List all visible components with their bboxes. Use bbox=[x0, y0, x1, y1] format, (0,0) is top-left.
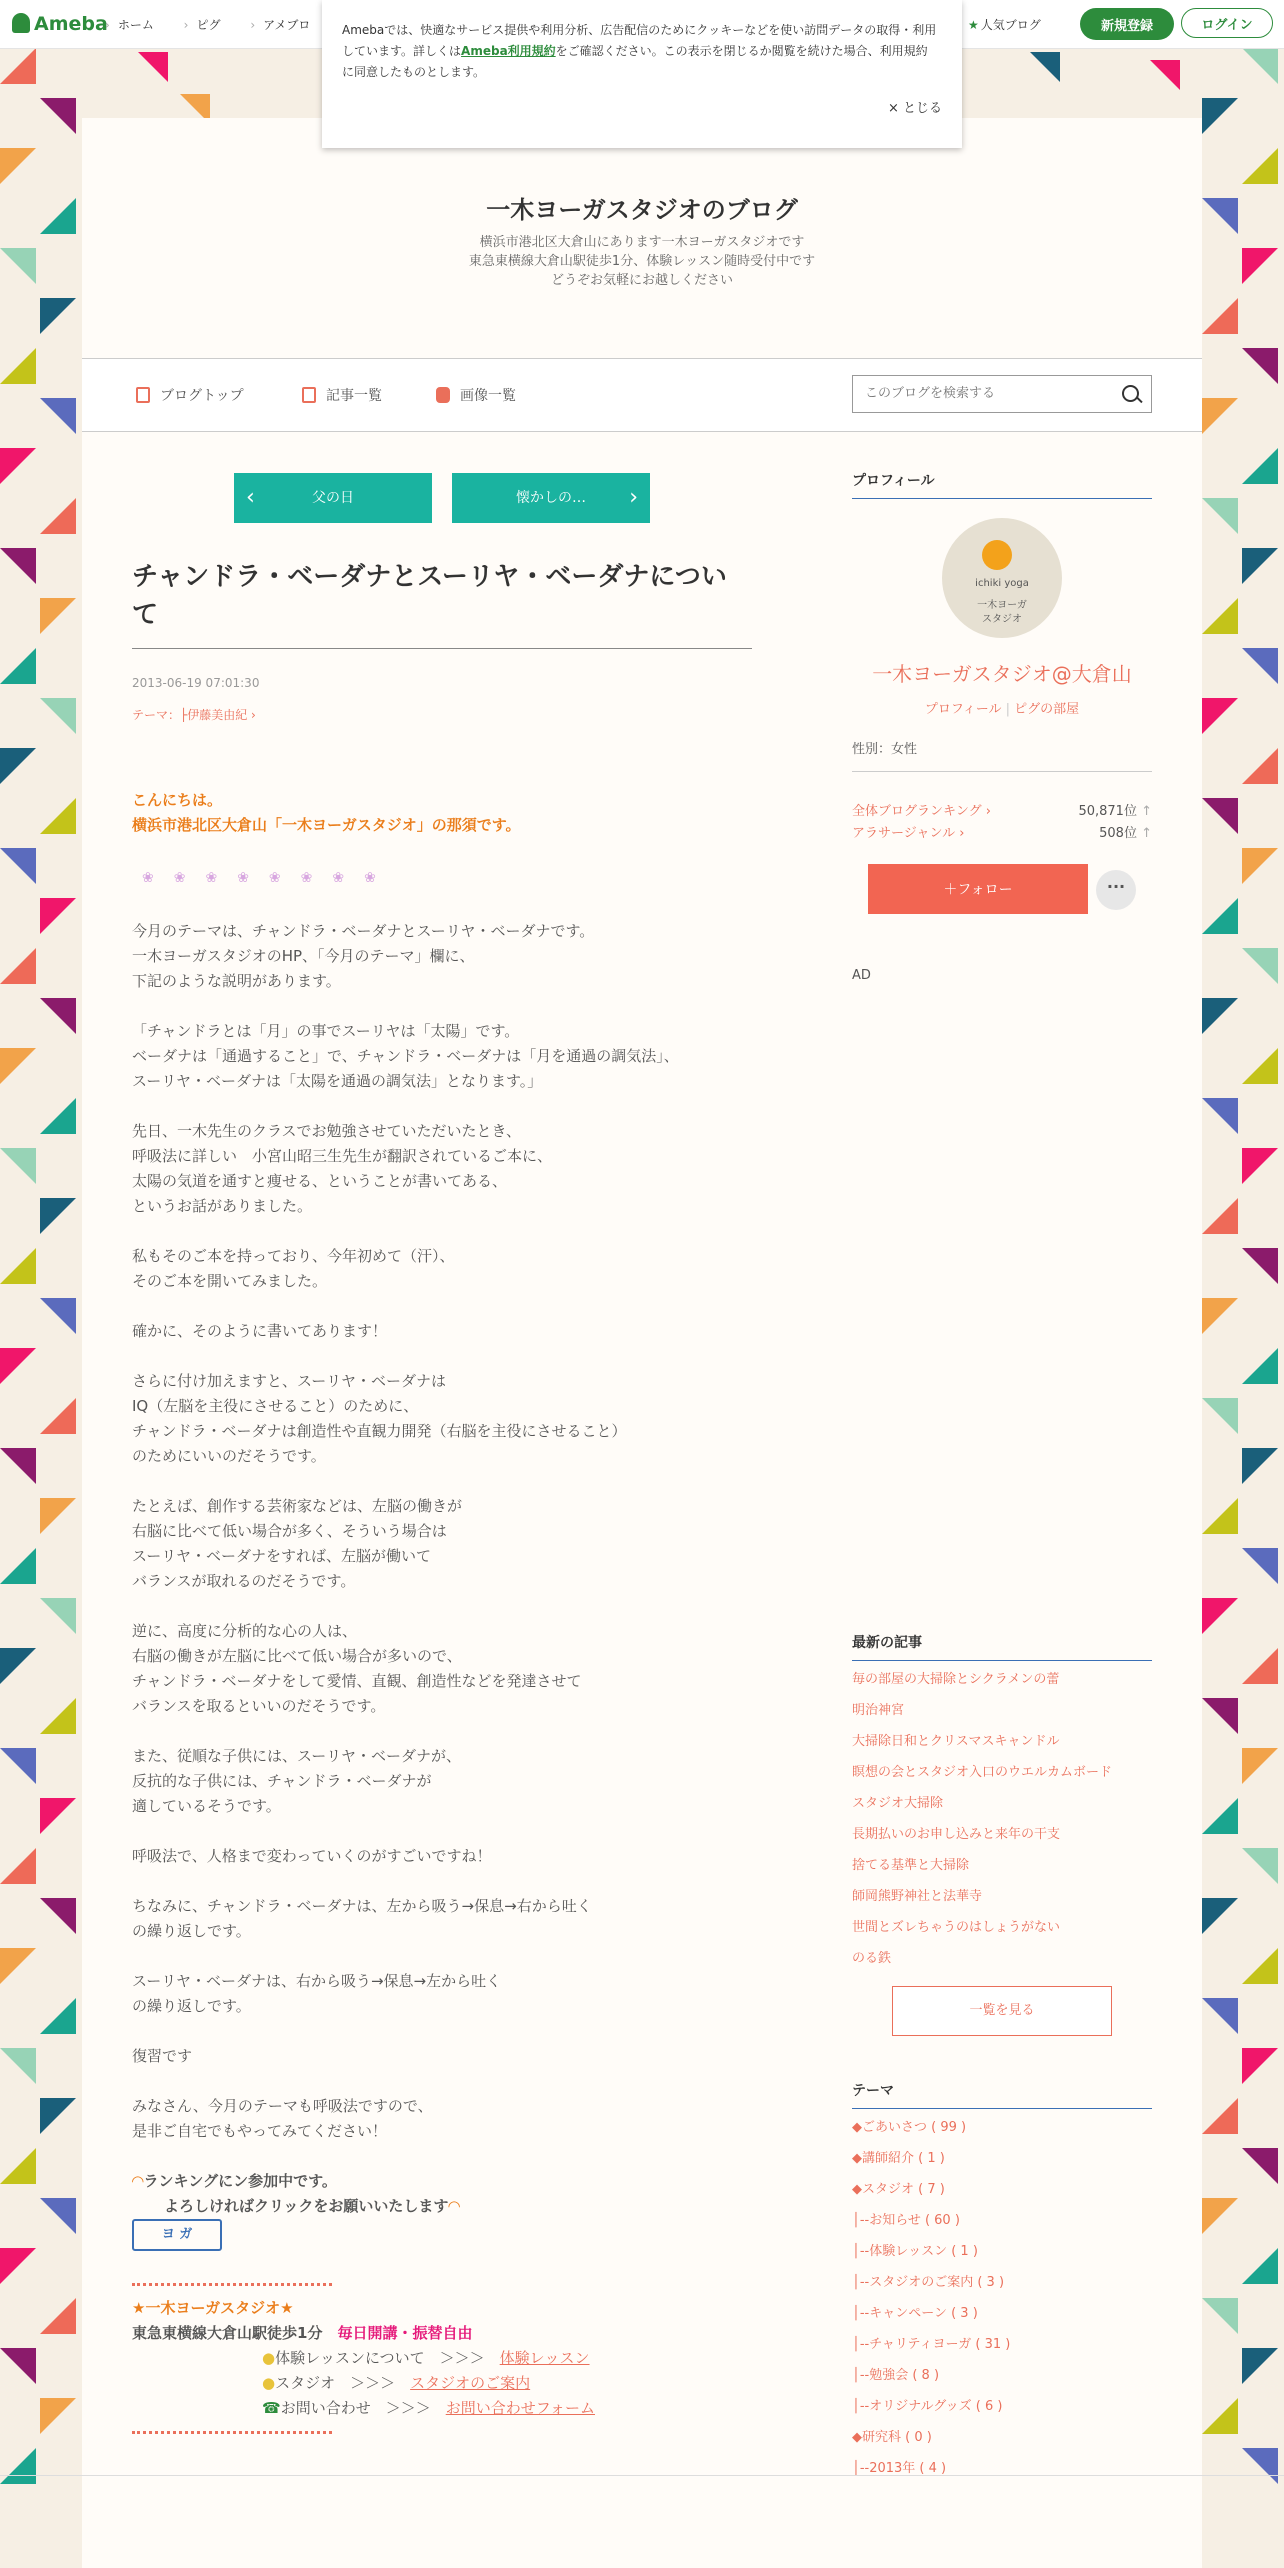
background-triangle bbox=[0, 448, 36, 484]
background-triangle bbox=[1202, 2198, 1238, 2234]
background-triangle bbox=[1202, 498, 1238, 534]
background-triangle bbox=[40, 98, 76, 134]
profile-links: プロフィール | ピグの部屋 bbox=[924, 702, 1080, 717]
background-triangle bbox=[40, 1498, 76, 1534]
theme-link[interactable]: │--チャリティヨーガ ( 31 ) bbox=[852, 2337, 1011, 2352]
background-triangle bbox=[0, 48, 36, 84]
profile-link[interactable]: プロフィール bbox=[924, 702, 1002, 717]
follow-button[interactable]: ＋フォロー bbox=[868, 864, 1088, 914]
rainbow-icon: ◠ bbox=[132, 2172, 144, 2190]
blog-header bbox=[82, 118, 1202, 358]
background-triangle bbox=[40, 898, 76, 934]
theme-link[interactable]: ◆研究科 ( 0 ) bbox=[852, 2430, 932, 2445]
background-triangle bbox=[40, 2198, 76, 2234]
article-paragraph: たとえば、創作する芸術家などは、左脳の働きが 右脳に比べて低い場合が多く、そういう場合は スーリヤ・ベーダナをすれば、左脳が働いて バランスが取れるのだそうです。 bbox=[132, 1497, 463, 1590]
sun-image bbox=[982, 540, 1012, 570]
blog-description: 横浜市港北区大倉山にあります一木ヨーガスタジオです 東急東横線大倉山駅徒歩1分、体験レッスン随時受付中です どうぞお気軽にお越しください bbox=[468, 235, 816, 288]
article-paragraph: 呼吸法で、人格まで変わっていくのがすごいですね！ bbox=[132, 1847, 492, 1865]
contact-form-link[interactable]: お問い合わせフォーム bbox=[445, 2399, 595, 2417]
article-paragraph: 今月のテーマは、チャンドラ・ベーダナとスーリヤ・ベーダナです。 一木ヨーガスタジオのHP、「今月のテーマ」欄に、 下記のような説明があります。 bbox=[132, 922, 595, 990]
background-triangle bbox=[0, 1248, 36, 1284]
theme-link[interactable]: │--お知らせ ( 60 ) bbox=[852, 2213, 960, 2228]
recent-entry-link[interactable]: 世間とズレちゃうのはしょうがない bbox=[852, 1920, 1061, 1935]
article-body bbox=[132, 788, 792, 2444]
recent-entry-link[interactable]: 師岡熊野神社と法華寺 bbox=[852, 1889, 983, 1904]
background-triangle bbox=[40, 198, 76, 234]
chevron-left-icon: ‹ bbox=[246, 485, 255, 510]
nav-image-list[interactable]: 画像一覧 bbox=[436, 385, 516, 405]
background-triangle bbox=[1202, 1198, 1238, 1234]
search-input[interactable] bbox=[863, 385, 1107, 402]
theme-link[interactable]: │--勉強会 ( 8 ) bbox=[852, 2368, 940, 2383]
background-triangle bbox=[1242, 2348, 1278, 2384]
recent-entry-link[interactable]: 明治神宮 bbox=[852, 1703, 905, 1718]
background-triangle bbox=[1202, 598, 1238, 634]
cookie-text: Amebaでは、快適なサービス提供や利用分析、広告配信のためにクッキーなどを使い訪問データの取得・利用しています。詳しくはAmeba利用規約をご確認ください。この表示を閉じるか閲覧を続けた場合、利用規約に同意したものとします。 bbox=[342, 23, 937, 79]
background-triangle bbox=[0, 648, 36, 684]
genre-ranking-link[interactable]: アラサージャンル › bbox=[852, 826, 965, 841]
arrow-up-icon: ↑ bbox=[1141, 804, 1152, 819]
camera-icon bbox=[436, 387, 450, 403]
background-triangle bbox=[1242, 1748, 1278, 1784]
article-paragraph: また、従順な子供には、スーリヤ・ベーダナが、 反抗的な子供には、チャンドラ・ベーダナが 適しているそうです。 bbox=[132, 1747, 461, 1815]
background-triangle bbox=[1242, 348, 1278, 384]
recent-entry-link[interactable]: 瞑想の会とスタジオ入口のウエルカムボード bbox=[852, 1765, 1113, 1780]
background-triangle bbox=[40, 1098, 76, 1134]
background-triangle bbox=[1242, 1148, 1278, 1184]
divider bbox=[132, 2283, 332, 2286]
blog-nav bbox=[82, 358, 1202, 432]
chevron-right-icon: › bbox=[629, 485, 638, 510]
genre-ranking: アラサージャンル › 508位 ↑ bbox=[852, 826, 1152, 841]
background-triangle bbox=[1242, 1848, 1278, 1884]
arrow-up-icon: ↑ bbox=[1141, 826, 1152, 841]
background-triangle bbox=[40, 2398, 76, 2434]
background-triangle bbox=[0, 248, 36, 284]
article-paragraph: 復習です bbox=[132, 2047, 193, 2065]
pigg-room-link[interactable]: ピグの部屋 bbox=[1014, 702, 1080, 717]
flower-decoration: ❀❀❀❀❀❀❀❀ bbox=[142, 870, 396, 886]
article-title[interactable]: チャンドラ・ベーダナとスーリヤ・ベーダナについて bbox=[132, 558, 752, 649]
star-icon: ★ bbox=[280, 2299, 294, 2317]
background-triangle bbox=[0, 1348, 36, 1384]
article-paragraph: ちなみに、チャンドラ・ベーダナは、左から吸う→保息→右から吐く の繰り返しです。 bbox=[132, 1897, 592, 1940]
background-triangle bbox=[0, 1948, 36, 1984]
background-triangle bbox=[40, 1798, 76, 1834]
background-triangle bbox=[0, 348, 36, 384]
rainbow-icon: ◠ bbox=[448, 2197, 460, 2215]
background-triangle bbox=[40, 2098, 76, 2134]
background-triangle bbox=[40, 998, 76, 1034]
star-icon: ★ bbox=[968, 18, 979, 32]
background-triangle bbox=[1202, 298, 1238, 334]
recent-entries-list bbox=[852, 1664, 1152, 1974]
background-triangle bbox=[1242, 148, 1278, 184]
profile-sex: 性別：女性 bbox=[852, 738, 1152, 772]
document-icon bbox=[136, 387, 150, 403]
background-triangle bbox=[1242, 1548, 1278, 1584]
background-triangle bbox=[1242, 448, 1278, 484]
avatar[interactable]: ichiki yoga 一木ヨーガ スタジオ bbox=[942, 518, 1062, 638]
ranking-note: ◠ランキングにン参加中です。 よろしければクリックをお願いいたします◠ bbox=[132, 2172, 460, 2215]
global-nav-pigg[interactable]: › ピグ bbox=[184, 18, 221, 32]
bulb-icon: ● bbox=[262, 2374, 276, 2392]
background-triangle bbox=[0, 1748, 36, 1784]
background-triangle bbox=[1242, 1448, 1278, 1484]
studio-guide-link[interactable]: スタジオのご案内 bbox=[410, 2374, 531, 2392]
background-triangle bbox=[1202, 1898, 1238, 1934]
article-paragraph: みなさん、今月のテーマも呼吸法ですので、 是非ご自宅でもやってみてください！ bbox=[132, 2097, 433, 2140]
background-triangle bbox=[0, 1048, 36, 1084]
studio-info: ★一木ヨーガスタジオ★ 東急東横線大倉山駅徒歩1分 毎日開講・振替自由 ●体験レッスンについて ＞＞＞ 体験レッスン ●スタジオ ＞＞＞ スタジオのご案内 ☎お問い合わせ ＞＞＞ お問い合わせフォーム bbox=[132, 2283, 792, 2434]
theme-link[interactable]: │--オリジナルグッズ ( 6 ) bbox=[852, 2399, 1003, 2414]
background-triangle bbox=[0, 2048, 36, 2084]
theme-link[interactable]: ◆スタジオ ( 7 ) bbox=[852, 2182, 945, 2197]
background-triangle bbox=[1202, 998, 1238, 1034]
terms-link[interactable]: Ameba利用規約 bbox=[461, 44, 556, 58]
recent-entry-link[interactable]: 長期払いのお申し込みと来年の干支 bbox=[852, 1827, 1061, 1842]
background-triangle bbox=[1202, 1498, 1238, 1534]
background-triangle bbox=[0, 848, 36, 884]
background-triangle bbox=[1242, 48, 1278, 84]
background-triangle bbox=[1202, 1298, 1238, 1334]
theme-link[interactable]: │--2013年 ( 4 ) bbox=[852, 2461, 947, 2476]
background-triangle bbox=[40, 698, 76, 734]
theme-list bbox=[852, 2112, 1152, 2484]
background-triangle bbox=[0, 1448, 36, 1484]
article-paragraph: 私もそのご本を持っており、今年初めて（汗）、 そのご本を開いてみました。 bbox=[132, 1247, 455, 1290]
article-paragraph: 「チャンドラとは「月」の事でスーリヤは「太陽」です。 ベーダナは「通過すること」で、チャンドラ・ベーダナは「月を通過の調気法」、 スーリヤ・ベーダナは「太陽を通過の調気法」となります。」 bbox=[132, 1022, 679, 1090]
recent-entry-link[interactable]: 捨てる基準と大掃除 bbox=[852, 1858, 970, 1873]
profile-name[interactable]: 一木ヨーガスタジオ@大倉山 bbox=[872, 662, 1132, 686]
background-triangle bbox=[1202, 1798, 1238, 1834]
ad-label: AD bbox=[852, 968, 871, 983]
background-triangle bbox=[1202, 1398, 1238, 1434]
background-triangle bbox=[1202, 98, 1238, 134]
background-triangle bbox=[40, 1998, 76, 2034]
background-triangle bbox=[40, 398, 76, 434]
see-all-button[interactable]: 一覧を見る bbox=[892, 1986, 1112, 2036]
background-triangle bbox=[0, 1548, 36, 1584]
prev-entry-button[interactable]: ‹ 父の日 bbox=[234, 473, 432, 523]
background-triangle bbox=[40, 2298, 76, 2334]
background-triangle bbox=[1202, 798, 1238, 834]
background-triangle bbox=[1202, 1098, 1238, 1134]
background-triangle bbox=[0, 948, 36, 984]
background-triangle bbox=[1242, 1648, 1278, 1684]
background-triangle bbox=[1202, 198, 1238, 234]
theme-link[interactable]: ◆講師紹介 ( 1 ) bbox=[852, 2151, 945, 2166]
recent-entry-link[interactable]: のる鉄 bbox=[852, 1951, 892, 1966]
recent-entries-heading: 最新の記事 bbox=[852, 1632, 1152, 1661]
background-triangle bbox=[1150, 60, 1180, 90]
global-nav-home[interactable]: › ホーム bbox=[105, 18, 154, 32]
background-triangle bbox=[40, 1698, 76, 1734]
recent-entry-link[interactable]: スタジオ大掃除 bbox=[852, 1796, 944, 1811]
background-triangle bbox=[40, 1398, 76, 1434]
background-triangle bbox=[1242, 548, 1278, 584]
background-triangle bbox=[0, 2348, 36, 2384]
article-date: 2013-06-19 07:01:30 bbox=[132, 676, 260, 690]
theme-link[interactable]: │--キャンペーン ( 3 ) bbox=[852, 2306, 978, 2321]
background-triangle bbox=[1242, 2148, 1278, 2184]
recent-entry-link[interactable]: 毎の部屋の大掃除とシクラメンの蕾 bbox=[852, 1672, 1060, 1687]
greeting: こんにちは。 横浜市港北区大倉山「一木ヨーガスタジオ」の那須です。 bbox=[132, 791, 521, 834]
overall-ranking-link[interactable]: 全体ブログランキング › bbox=[852, 804, 991, 819]
background-triangle bbox=[1202, 1598, 1238, 1634]
background-triangle bbox=[1242, 248, 1278, 284]
background-triangle bbox=[1242, 848, 1278, 884]
background-triangle bbox=[1242, 1048, 1278, 1084]
bulb-icon: ● bbox=[262, 2349, 276, 2367]
background-triangle bbox=[1242, 948, 1278, 984]
next-entry-button[interactable]: 懐かしの… › bbox=[452, 473, 650, 523]
background-triangle bbox=[1242, 2448, 1278, 2484]
article-paragraph: 先日、一木先生のクラスでお勉強させていただいたとき、 呼吸法に詳しい 小宮山昭三生先生が翻訳されているご本に、 太陽の気道を通すと痩せる、ということが書いてある、 というお話がありました。 bbox=[132, 1122, 553, 1215]
ameba-logo-icon bbox=[12, 13, 30, 33]
more-options-button[interactable]: ··· bbox=[1096, 870, 1136, 910]
article-paragraph: スーリヤ・ベーダナは、右から吸う→保息→左から吐く の繰り返しです。 bbox=[132, 1972, 502, 2015]
background-triangle bbox=[1202, 398, 1238, 434]
background-triangle bbox=[1202, 2098, 1238, 2134]
background-triangle bbox=[1202, 898, 1238, 934]
background-triangle bbox=[40, 1198, 76, 1234]
register-button[interactable]: 新規登録 bbox=[1080, 8, 1174, 40]
background-triangle bbox=[40, 298, 76, 334]
global-nav bbox=[105, 16, 336, 33]
article-paragraph: 逆に、高度に分析的な心の人は、 右脳の働きが左脳に比べて低い場合が多いので、 チャンドラ・ベーダナをして愛情、直観、創造性などを発達させて バランスを取るといいのだそうです。 bbox=[132, 1622, 582, 1715]
copy-icon bbox=[302, 387, 316, 403]
popular-blog-link[interactable]: ★ 人気ブログ bbox=[968, 18, 1041, 32]
trial-lesson-link[interactable]: 体験レッスン bbox=[499, 2349, 590, 2367]
background-triangle bbox=[1242, 2048, 1278, 2084]
blog-container bbox=[82, 118, 1202, 2568]
background-triangle bbox=[40, 598, 76, 634]
background-triangle bbox=[1030, 52, 1060, 82]
background-triangle bbox=[1202, 2398, 1238, 2434]
background-triangle bbox=[0, 148, 36, 184]
overall-ranking: 全体ブログランキング › 50,871位 ↑ bbox=[852, 804, 1152, 819]
theme-heading: テーマ bbox=[852, 2080, 1152, 2109]
article-paragraph: さらに付け加えますと、スーリヤ・ベーダナは IQ（左脳を主役にさせること）のために、 チャンドラ・ベーダナは創造性や直観力開発（右脳を主役にさせること） のためにいいのだそうです。 bbox=[132, 1372, 627, 1465]
background-triangle bbox=[0, 2148, 36, 2184]
recent-entry-link[interactable]: 大掃除日和とクリスマスキャンドル bbox=[852, 1734, 1060, 1749]
background-triangle bbox=[40, 1598, 76, 1634]
article-theme[interactable]: テーマ：├伊藤美由紀 › bbox=[132, 708, 256, 722]
background-triangle bbox=[1242, 2248, 1278, 2284]
footer-divider bbox=[0, 2475, 1284, 2476]
phone-icon: ☎ bbox=[262, 2399, 281, 2417]
background-triangle bbox=[1242, 748, 1278, 784]
theme-link[interactable]: │--体験レッスン ( 1 ) bbox=[852, 2244, 978, 2259]
background-triangle bbox=[0, 548, 36, 584]
theme-link[interactable]: ◆ごあいさつ ( 99 ) bbox=[852, 2120, 967, 2135]
cookie-close-button[interactable]: × とじる bbox=[887, 101, 942, 116]
background-triangle bbox=[138, 52, 168, 82]
theme-link[interactable]: │--スタジオのご案内 ( 3 ) bbox=[852, 2275, 1005, 2290]
blog-search bbox=[852, 375, 1152, 413]
background-triangle bbox=[40, 1298, 76, 1334]
search-icon[interactable] bbox=[1122, 385, 1139, 402]
background-triangle bbox=[1202, 2298, 1238, 2334]
blog-title[interactable]: 一木ヨーガスタジオのブログ bbox=[486, 196, 798, 224]
login-button[interactable]: ログイン bbox=[1181, 8, 1273, 38]
divider bbox=[132, 2431, 332, 2434]
background-triangle bbox=[40, 498, 76, 534]
article-paragraph: 確かに、そのように書いてあります！ bbox=[132, 1322, 388, 1340]
background-triangle bbox=[1242, 1248, 1278, 1284]
nav-entry-list[interactable]: 記事一覧 bbox=[302, 385, 382, 405]
global-nav-ameblo[interactable]: › アメブロ bbox=[250, 18, 310, 32]
background-triangle bbox=[1242, 1948, 1278, 1984]
nav-blog-top[interactable]: ブログトップ bbox=[136, 385, 244, 405]
background-triangle bbox=[1202, 698, 1238, 734]
profile-heading: プロフィール bbox=[852, 470, 1152, 499]
background-triangle bbox=[0, 748, 36, 784]
cookie-banner bbox=[322, 0, 962, 148]
background-triangle bbox=[0, 1648, 36, 1684]
background-triangle bbox=[1202, 1998, 1238, 2034]
background-triangle bbox=[0, 2448, 36, 2484]
background-triangle bbox=[40, 798, 76, 834]
background-triangle bbox=[1202, 1698, 1238, 1734]
background-triangle bbox=[0, 2248, 36, 2284]
background-triangle bbox=[1242, 1348, 1278, 1384]
background-triangle bbox=[1242, 648, 1278, 684]
yoga-ranking-banner[interactable]: ヨ ガ bbox=[132, 2219, 222, 2251]
article-paragraphs bbox=[132, 919, 792, 2144]
star-icon: ★ bbox=[132, 2299, 146, 2317]
background-triangle bbox=[0, 1148, 36, 1184]
background-triangle bbox=[0, 1848, 36, 1884]
ameba-logo[interactable]: Ameba bbox=[12, 13, 108, 35]
background-triangle bbox=[40, 1898, 76, 1934]
